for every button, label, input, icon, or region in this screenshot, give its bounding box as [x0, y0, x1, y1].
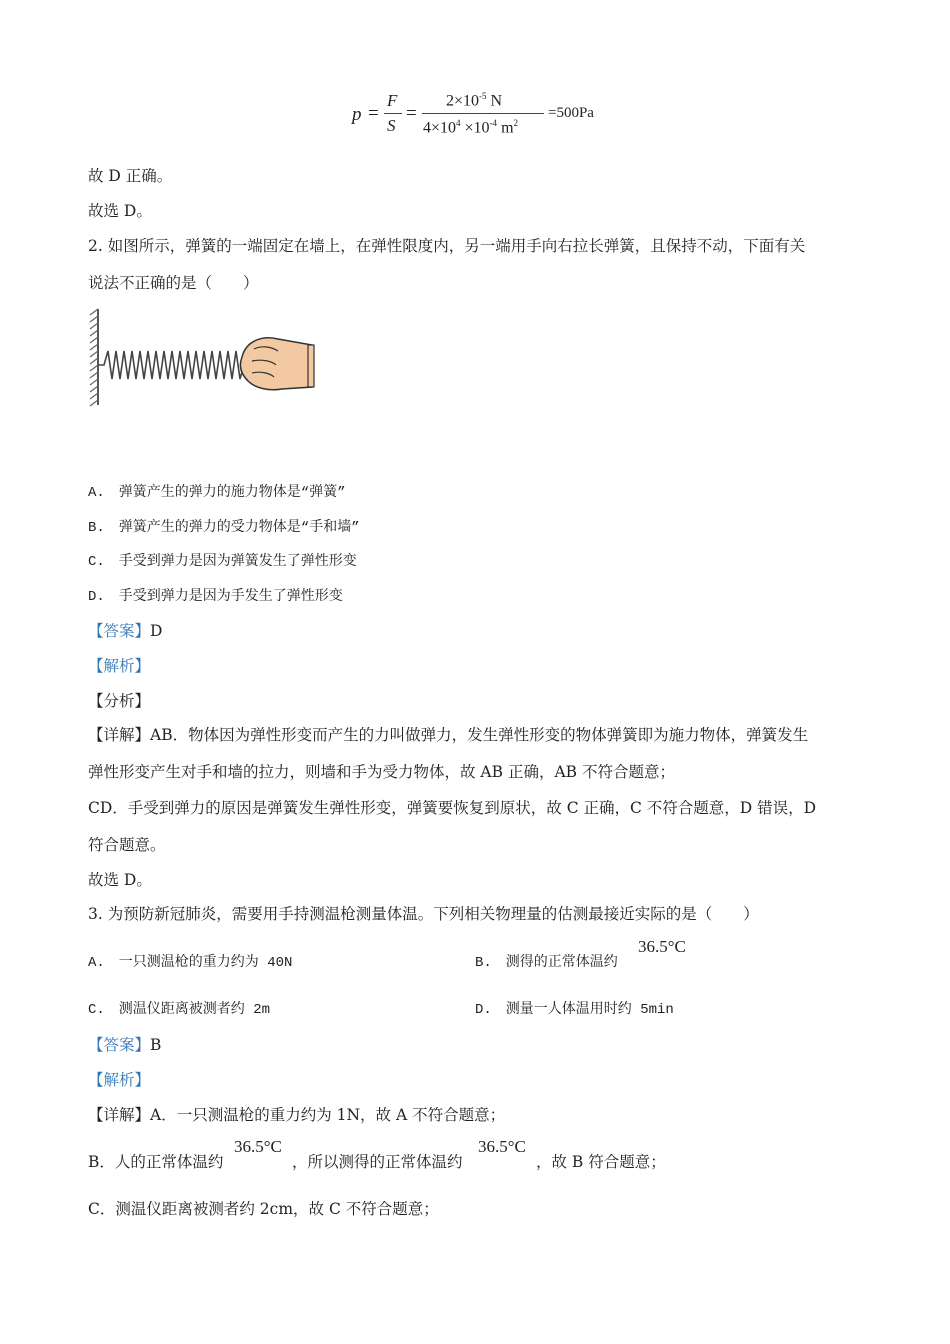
formula-eq2: =: [406, 103, 417, 124]
formula-S: S: [387, 116, 396, 135]
numerator-base: 2×10: [446, 92, 480, 110]
q3-detail-a-text: A．一只测温枪的重力约为 1N，故 A 不符合题意；: [150, 1106, 506, 1124]
wall-hatch: [90, 309, 98, 406]
q3-analysis-tag: 【解析】: [88, 1071, 151, 1089]
denominator-unit: m: [501, 119, 514, 137]
q3-detail-b-part3: ，故 B 符合题意；: [536, 1153, 666, 1171]
numerator-exponent: -5: [479, 91, 487, 101]
q1-conclusion-1: 故 D 正确。: [88, 167, 173, 185]
formula-result: =500Pa: [548, 105, 594, 121]
q2-detail-line2: 弹性形变产生对手和墙的拉力，则墙和手为受力物体，故 AB 正确，AB 不符合题意；: [88, 763, 675, 781]
q2-answer-value: D: [150, 622, 163, 640]
q2-detail-tag: 【详解】: [88, 726, 151, 744]
q3-option-b: B. 测得的正常体温约: [475, 955, 618, 971]
q2-detail-line3: CD．手受到弹力的原因是弹簧发生弹性形变，弹簧要恢复到原状，故 C 正确，C 不符合题意，D 错误，D: [88, 799, 817, 817]
numerator-unit: N: [490, 92, 503, 110]
q2-answer: [88, 621, 162, 641]
q3-option-b-value: 36.5°C: [638, 937, 686, 956]
denominator-mid: ×10: [464, 119, 490, 137]
q3-stem: 3. 为预防新冠肺炎，需要用手持测温枪测量体温。下列相关物理量的估测最接近实际的是（ ）: [88, 905, 759, 923]
q3-option-c: C. 测温仪距离被测者约 2m: [88, 1002, 271, 1018]
formula-p: p: [352, 104, 362, 125]
q3-detail-b-part2: ，所以测得的正常体温约: [292, 1153, 463, 1171]
formula-denominator: [423, 118, 518, 137]
formula-F: F: [387, 91, 398, 110]
spring-hand-figure: [86, 305, 318, 410]
formula-numerator: [446, 91, 502, 110]
q3-answer-tag: 【答案】: [88, 1036, 151, 1054]
q1-conclusion-2: 故选 D。: [88, 202, 152, 220]
q3-option-d: D. 测量一人体温用时约 5min: [475, 1002, 674, 1018]
denominator-exponent-2: -4: [489, 118, 498, 128]
q2-detail-line4: 符合题意。: [88, 836, 166, 854]
q3-answer: [88, 1035, 161, 1055]
q2-analysis-tag: 【解析】: [88, 657, 151, 675]
q2-option-a: A. 弹簧产生的弹力的施力物体是“弹簧”: [88, 485, 346, 501]
q3-detail-a: [88, 1105, 505, 1125]
q3-detail-c: C．测温仪距离被测者约 2cm，故 C 不符合题意；: [88, 1200, 439, 1218]
fraction-line-2: [422, 113, 544, 114]
denominator-exponent-1: 4: [456, 118, 461, 128]
q3-detail-b-value2: 36.5°C: [478, 1137, 526, 1156]
q2-stem-line2: 说法不正确的是（ ）: [88, 274, 259, 292]
q2-fenxi-tag: 【分析】: [88, 692, 151, 710]
fraction-line-1: [384, 113, 402, 114]
q3-option-a: A. 一只测温枪的重力约为 40N: [88, 955, 293, 971]
formula-eq1: =: [368, 103, 379, 124]
q2-option-b: B. 弹簧产生的弹力的受力物体是“手和墙”: [88, 520, 360, 536]
q2-detail-text1: AB．物体因为弹性形变而产生的力叫做弹力，发生弹性形变的物体弹簧即为施力物体，弹簧发生: [150, 726, 809, 744]
q2-option-c: C. 手受到弹力是因为弹簧发生了弹性形变: [88, 554, 357, 570]
q3-answer-value: B: [150, 1036, 162, 1054]
q3-detail-b-part1: B．人的正常体温约: [88, 1153, 224, 1171]
pressure-formula: [350, 88, 620, 144]
q2-conclusion: 故选 D。: [88, 871, 152, 889]
q3-detail-b-value1: 36.5°C: [234, 1137, 282, 1156]
hand-icon: [240, 338, 314, 390]
denominator-base: 4×10: [423, 119, 457, 137]
q2-detail-line1: [88, 725, 808, 745]
spring-coil: [98, 351, 248, 379]
q2-option-d: D. 手受到弹力是因为手发生了弹性形变: [88, 589, 343, 605]
q2-stem-line1: 2. 如图所示，弹簧的一端固定在墙上，在弹性限度内，另一端用手向右拉长弹簧，且保持不动，下面有关: [88, 237, 806, 255]
denominator-unit-exponent: 2: [513, 118, 519, 128]
q3-detail-tag: 【详解】: [88, 1106, 151, 1124]
q2-answer-tag: 【答案】: [88, 622, 151, 640]
